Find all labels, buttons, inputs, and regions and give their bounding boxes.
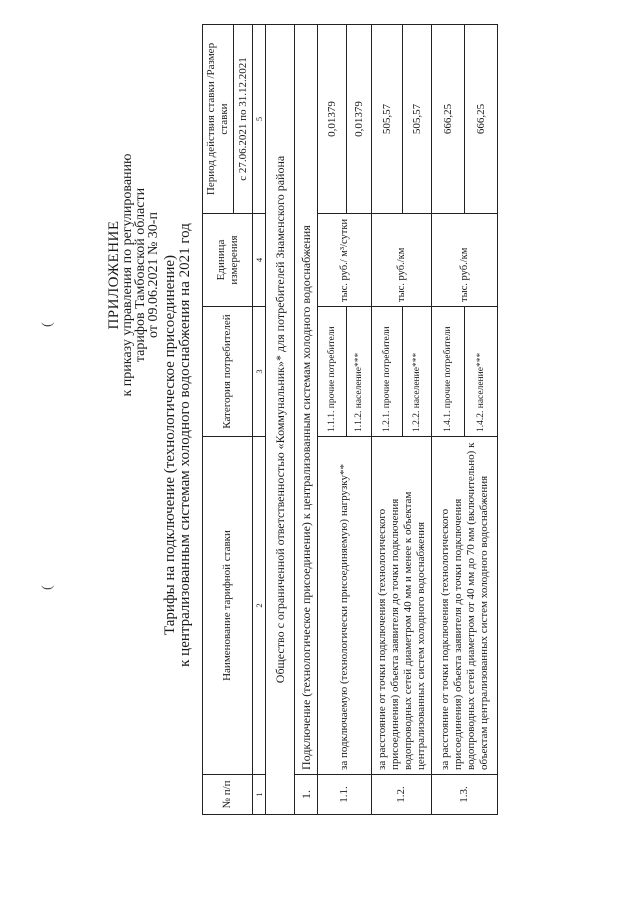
column-number-row (253, 25, 266, 815)
row-value: 0,01379 (347, 25, 372, 214)
row-name: за подключаемую (технологически присоединяемую) нагрузку** (318, 437, 372, 775)
row-unit: тыс. руб./км (432, 214, 498, 307)
column-number: 1 (253, 775, 266, 815)
row-value: 0,01379 (318, 25, 347, 214)
table-row (372, 25, 403, 815)
table-row (432, 25, 465, 815)
title-line: к централизованным системам холодного водоснабжения на 2021 год (177, 223, 193, 667)
paren-mark: ( (40, 585, 55, 590)
row-value: 505,57 (372, 25, 403, 214)
column-number: 5 (253, 25, 266, 214)
paren-mark: ( (40, 322, 55, 327)
row-category: 1.1.1. прочие потребители (318, 307, 347, 437)
document-title (163, 65, 193, 825)
header-unit: Единица измерения (203, 214, 253, 307)
header-name: Наименование тарифной ставки (203, 437, 253, 775)
row-name: за расстояние от точки подключения (технологического присоединения) объекта заявителя до точки подключения водопроводных сетей диаметром 40 мм и менее к объектам централизованных систем холодного водоснабжения (372, 437, 432, 775)
row-num: 1.1. (318, 775, 372, 815)
column-number: 2 (253, 437, 266, 775)
row-category: 1.1.2. население*** (347, 307, 372, 437)
row-unit: тыс. руб./км (372, 214, 432, 307)
annex-line: от 09.06.2021 № 30-п (146, 212, 161, 338)
table-row (318, 25, 347, 815)
annex-line: тарифов Тамбовской области (133, 187, 148, 363)
section-row (295, 25, 318, 815)
row-category: 1.4.1. прочие потребители (432, 307, 465, 437)
header-category: Категория потребителей (203, 307, 253, 437)
row-unit: тыс. руб./ м³/сутки (318, 214, 372, 307)
row-value: 505,57 (403, 25, 432, 214)
row-category: 1.4.2. население*** (465, 307, 498, 437)
title-line: Тарифы на подключение (технологическое присоединение) (162, 254, 178, 636)
tariff-table (202, 24, 498, 815)
row-value: 666,25 (465, 25, 498, 214)
annex-line: к приказу управления по регулированию (120, 153, 135, 397)
header-period-dates: с 27.06.2021 по 31.12.2021 (234, 25, 253, 214)
header-row (203, 25, 234, 815)
section-num: 1. (295, 775, 318, 815)
row-category: 1.2.2. население*** (403, 307, 432, 437)
annex-title: ПРИЛОЖЕНИЕ (106, 220, 122, 330)
organization-name: Общество с ограниченной ответственностью «Коммунальник»* для потребителей Знаменского района (266, 25, 295, 815)
header-period: Период действия ставки /Размер ставки (203, 25, 234, 214)
row-value: 666,25 (432, 25, 465, 214)
column-number: 3 (253, 307, 266, 437)
row-category: 1.2.1. прочие потребители (372, 307, 403, 437)
row-name: за расстояние от точки подключения (технологического присоединения) объекта заявителя до точки подключения водопроводных сетей диаметром от 40 мм до 70 мм (включительно) к объектам централизованных систем холодного водоснабжения (432, 437, 498, 775)
organization-row (266, 25, 295, 815)
row-num: 1.2. (372, 775, 432, 815)
header-num: № п/п (203, 775, 253, 815)
row-num: 1.3. (432, 775, 498, 815)
annex-header (108, 125, 160, 425)
section-title: Подключение (технологическое присоединение) к централизованным системам холодного водоснабжения (295, 25, 318, 775)
column-number: 4 (253, 214, 266, 307)
